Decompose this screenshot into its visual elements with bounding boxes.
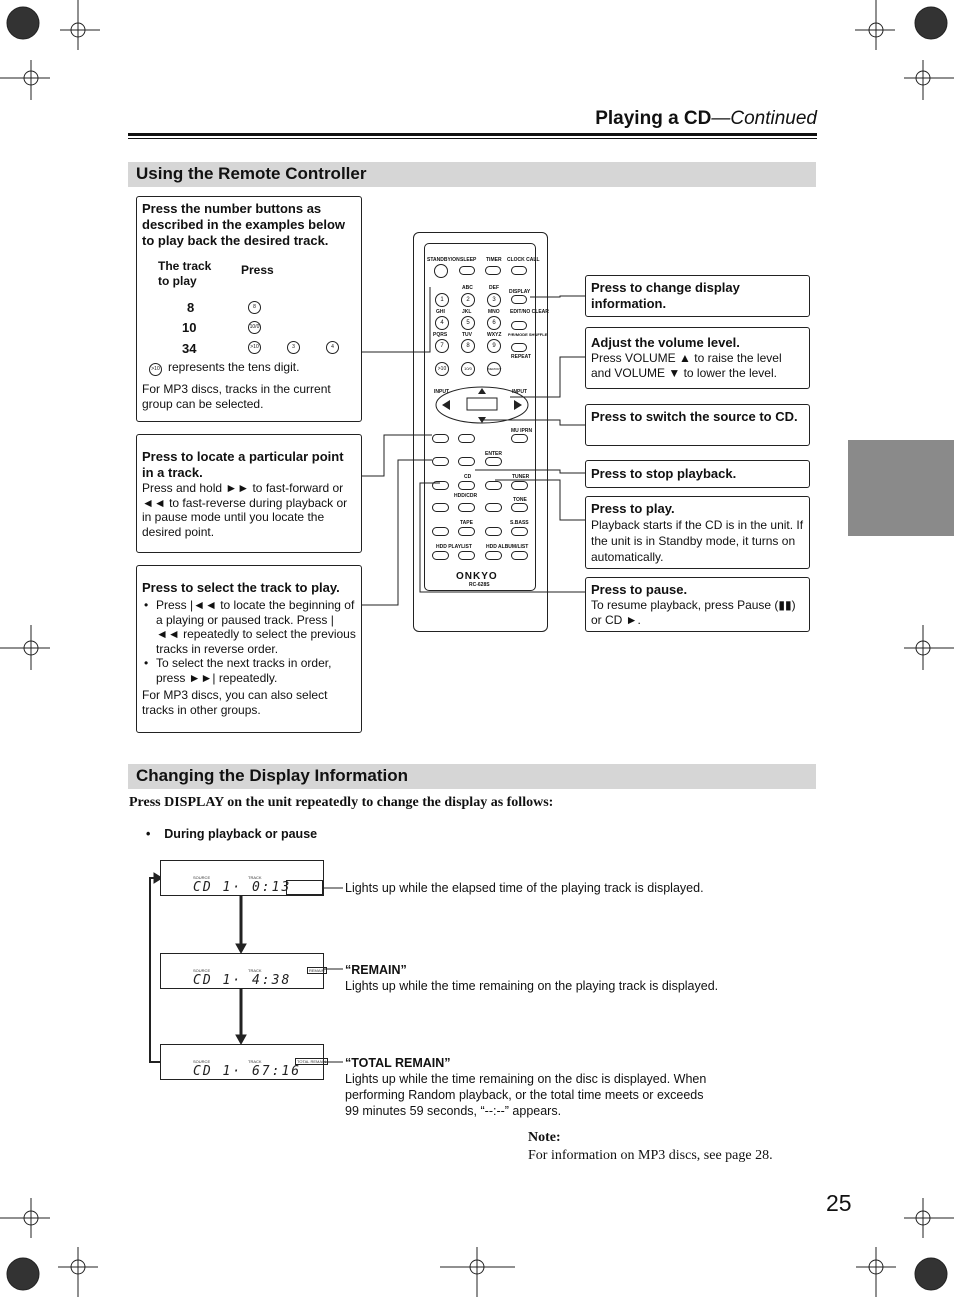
note-text: For information on MP3 discs, see page 28. (528, 1148, 773, 1163)
number-button-icon: 10/0 (248, 321, 261, 334)
remote-label: PQRS (433, 332, 448, 338)
lcd-time-highlight (286, 880, 323, 895)
remote-digit-button[interactable]: 9 (487, 339, 501, 353)
remote-label: STANDBY/ON (427, 257, 460, 263)
lcd-track-label: TRACK (248, 968, 262, 973)
remote-label: EDIT/NO CLEAR (510, 309, 549, 315)
lcd-display-total-remain (160, 1044, 327, 1080)
remote-digit-button[interactable]: 10/0 (461, 362, 475, 376)
remote-digit-button[interactable]: 2 (461, 293, 475, 307)
remote-label: CLOCK CALL (507, 257, 540, 263)
tens-button-icon: >10 (149, 363, 162, 376)
header-title: Playing a CD (595, 108, 712, 129)
number-button-icon: 8 (248, 301, 261, 314)
box-title: Press to stop playback. (591, 466, 737, 481)
remote-label: INPUT (434, 389, 449, 395)
remote-digit-button[interactable]: 4 (435, 316, 449, 330)
box-title: Press the number buttons as described in the examples below to play back the desired track. (142, 201, 346, 248)
remote-digit-button[interactable]: 1 (435, 293, 449, 307)
lcd-source-label: SOURCE (193, 968, 211, 973)
remote-digit-button[interactable]: 5 (461, 316, 475, 330)
track-value: 8 (187, 300, 195, 315)
display-subhead: • During playback or pause (146, 827, 318, 841)
remote-digit-button[interactable]: MEMORY (487, 362, 501, 376)
number-button-icon: >10 (248, 341, 261, 354)
display-state-heading: “REMAIN” (345, 963, 407, 977)
remote-label: SLEEP (460, 257, 477, 263)
lcd-track-label: TRACK (248, 1059, 262, 1064)
box-text: Press VOLUME ▲ to raise the level and VOLUME ▼ to lower the level. (591, 351, 782, 380)
remote-label: HDD/CDR (454, 493, 478, 499)
lcd-remain-indicator: REMAIN (309, 968, 325, 973)
remote-label: P/R/MODE SHUFFLE (508, 332, 548, 337)
box-note: For MP3 discs, you can also select tracks in other groups. (142, 688, 328, 717)
display-state-text: Lights up while the time remaining on the playing track is displayed. (345, 979, 719, 993)
remote-digit-button[interactable]: 3 (487, 293, 501, 307)
remote-model: RC-628S (469, 582, 490, 588)
remote-label: TIMER (486, 257, 502, 263)
header-continued: —Continued (711, 108, 817, 129)
remote-label: TAPE (460, 520, 473, 526)
remote-label: TONE (513, 497, 527, 503)
remote-digit-button[interactable]: >10 (435, 362, 449, 376)
col-press-header: Press (241, 263, 274, 277)
remote-label: DEF (489, 285, 499, 291)
lcd-display-elapsed (160, 860, 324, 896)
number-button-icon: 3 (287, 341, 300, 354)
remote-label: REPEAT (511, 354, 531, 360)
page-number: 25 (826, 1190, 852, 1216)
display-state-heading: “TOTAL REMAIN” (345, 1056, 451, 1070)
remote-label: DISPLAY (509, 289, 531, 295)
remote-label: CD (464, 474, 472, 480)
number-button-icon: 4 (326, 341, 339, 354)
remote-label: MNO (488, 309, 500, 315)
remote-label: TUV (462, 332, 472, 338)
remote-label: TUNER (512, 474, 530, 480)
box-text: Playback starts if the CD is in the unit. If the unit is in Standby mode, it turns on automatically. (591, 518, 804, 564)
remote-label: ABC (462, 285, 473, 291)
lcd-display-remain (160, 953, 324, 989)
box-title: Press to switch the source to CD. (591, 409, 798, 424)
col-track-header: The track to play (158, 259, 212, 288)
box-title: Press to select the track to play. (142, 580, 340, 595)
remote-label: ENTER (485, 451, 502, 457)
remote-label: MU IPRN (511, 428, 533, 434)
remote-label: INPUT (512, 389, 527, 395)
note-title: Note: (528, 1130, 561, 1145)
remote-digit-button[interactable]: 7 (435, 339, 449, 353)
subhead-text: During playback or pause (164, 827, 318, 841)
lcd-readout: CD 1· 67:16 (193, 1064, 302, 1079)
remote-digit-button[interactable]: 8 (461, 339, 475, 353)
lcd-readout: CD 1· 4:38 (193, 973, 292, 988)
section-title: Changing the Display Information (136, 766, 409, 785)
remote-label: HDD PLAYLIST (436, 544, 472, 550)
remote-digit-button[interactable]: 6 (487, 316, 501, 330)
lcd-total-remain-indicator: TOTAL REMAIN (297, 1059, 327, 1064)
box-title: Press to change display information. (591, 280, 740, 311)
mp3-note: For MP3 discs, tracks in the current group can be selected. (142, 382, 331, 411)
remote-label: WXYZ (487, 332, 502, 338)
list-item: • Press |◄◄ to locate the beginning of a playing or paused track. Press |◄◄ repeatedly to select the previous tracks in reverse order. (156, 598, 356, 656)
box-title: Adjust the volume level. (591, 335, 740, 350)
display-intro: Press DISPLAY on the unit repeatedly to change the display as follows: (129, 795, 554, 810)
section-title: Using the Remote Controller (136, 164, 367, 183)
display-state-text: Lights up while the time remaining on the disc is displayed. When performing Random playback, or the total time meets or exceeds 99 minutes 59 seconds, “--:--” appears. (345, 1072, 707, 1118)
lcd-source-label: SOURCE (193, 875, 211, 880)
tens-note: represents the tens digit. (168, 360, 300, 374)
box-text: Press and hold ►► to fast-forward or ◄◄ to fast-reverse during playback or in pause mode until you locate the desired point. (142, 481, 348, 539)
remote-label: HDD ALBUM/LIST (486, 544, 529, 550)
track-value: 10 (182, 320, 197, 335)
lcd-readout: CD 1· 0:13 (193, 880, 292, 895)
remote-label: S.BASS (510, 520, 529, 526)
lcd-track-label: TRACK (248, 875, 262, 880)
remote-brand-logo: ONKYO (456, 571, 498, 582)
list-item: • To select the next tracks in order, press ►►| repeatedly. (156, 656, 356, 685)
display-state-text: Lights up while the elapsed time of the playing track is displayed. (345, 881, 704, 895)
box-title: Press to locate a particular point in a track. (142, 449, 344, 480)
track-value: 34 (182, 341, 197, 356)
box-title: Press to pause. (591, 582, 688, 597)
remote-label: JKL (462, 309, 472, 315)
lcd-source-label: SOURCE (193, 1059, 211, 1064)
remote-label: GHI (436, 309, 445, 315)
box-text: To resume playback, press Pause (▮▮) or CD ►. (591, 598, 796, 627)
box-title: Press to play. (591, 501, 675, 516)
